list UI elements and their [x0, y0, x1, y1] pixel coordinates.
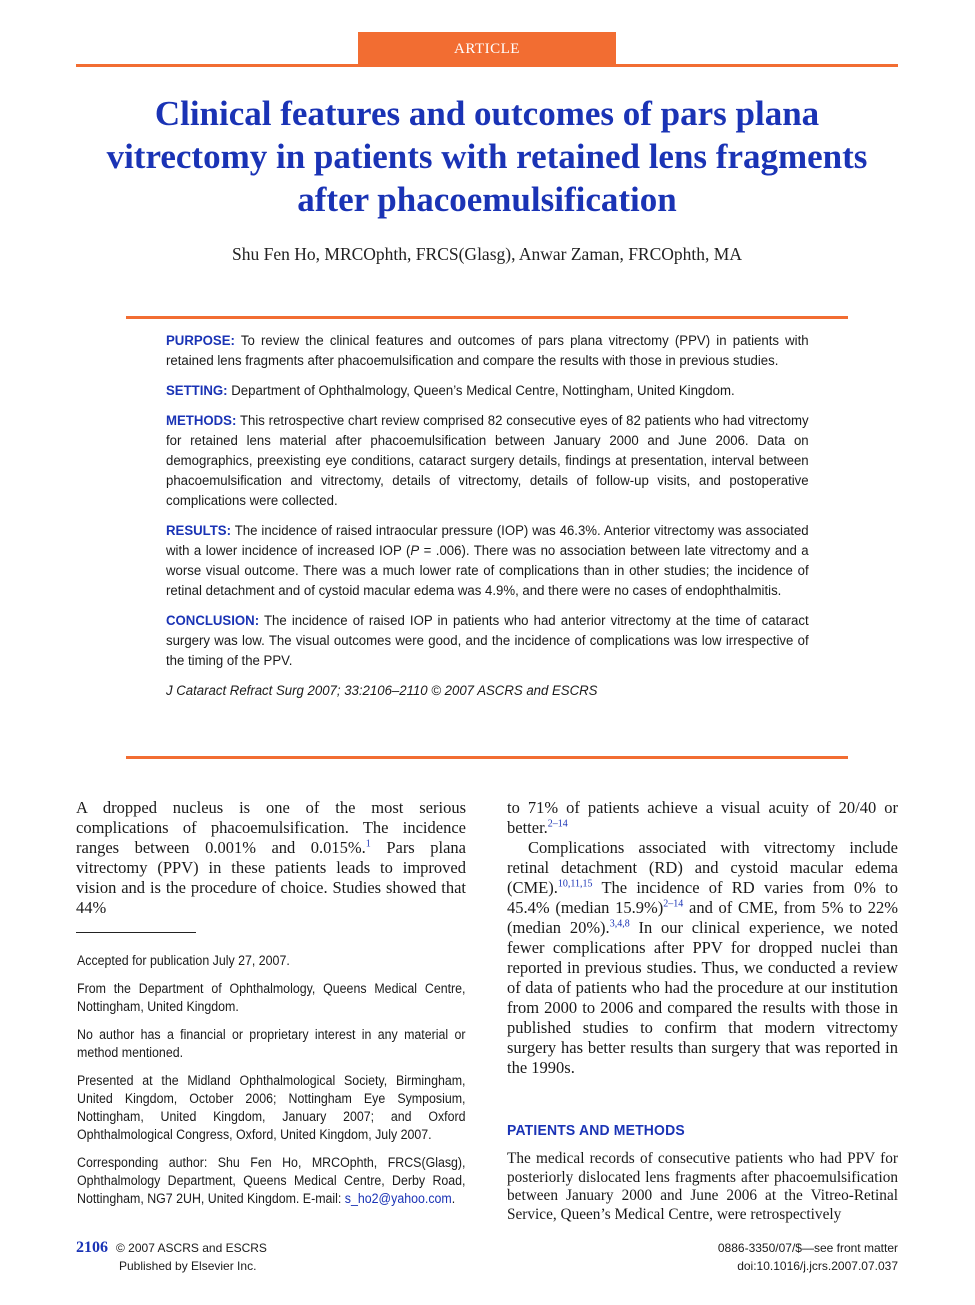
journal-citation: J Cataract Refract Surg 2007; 33:2106–2110 © 2007 ASCRS and ESCRS: [166, 683, 598, 699]
abstract-bottom-rule: [126, 756, 848, 759]
body-column-right: [507, 798, 898, 1078]
reference-link[interactable]: 10,11,15: [557, 878, 593, 890]
intro-text-3: to 71% of patients achieve a visual acuity of 20/40 or better.: [507, 798, 898, 837]
abstract: [166, 331, 809, 711]
footer-publisher: Published by Elsevier Inc.: [119, 1259, 257, 1273]
page-number: 2106: [76, 1239, 108, 1256]
conclusion-text: The incidence of raised IOP in patients who had anterior vitrectomy at the time of cataract surgery was low. The visual outcomes were good, and the incidence of complications was low irrespective of the timing of the PPV.: [166, 613, 809, 669]
footnote-accepted: Accepted for publication July 27, 2007.: [77, 953, 290, 968]
results-label: RESULTS:: [166, 523, 231, 539]
setting-label: SETTING:: [166, 383, 228, 399]
email-link[interactable]: s_ho2@yahoo.com: [344, 1191, 452, 1206]
footnote-rule: [76, 932, 196, 933]
reference-link[interactable]: 3,4,8: [609, 918, 630, 930]
footnote-interest: No author has a financial or proprietary interest in any material or method mentioned.: [77, 1027, 466, 1060]
results-p-symbol: P: [410, 543, 420, 559]
footnote-corresponding: [77, 1154, 466, 1208]
footer-copyright: © 2007 ASCRS and ESCRS: [116, 1241, 267, 1255]
abstract-conclusion: [166, 611, 809, 671]
footnote-affiliation: From the Department of Ophthalmology, Queens Medical Centre, Nottingham, United Kingdom.: [77, 981, 466, 1014]
methods-paragraph: The medical records of consecutive patients who had PPV for posteriorly dislocated lens fragments after phacoemulsification between January 2000 and June 2006 at the Vitreo-Retinal Service, Queen’s Medical Centre, were retrospectively: [507, 1150, 898, 1223]
abstract-top-rule: [126, 316, 848, 319]
abstract-methods: [166, 411, 809, 511]
comp-text-1: Complications associated with vitrectomy include retinal detachment (RD) and cystoid macular edema (CME).: [507, 838, 898, 897]
comp-text-4: In our clinical experience, we noted fewer complications after PPV for dropped nuclei than reported in previous studies. Thus, we conducted a review of data of patients who had the procedure at our institution from 2000 to 2006 and compared the results with those in published studies to confirm that modern vitrectomy surgery has better results than surgery that was reported in the 1990s.: [507, 918, 898, 1077]
abstract-results: [166, 521, 809, 601]
reference-link[interactable]: 2–14: [547, 818, 568, 830]
footnote-presented: Presented at the Midland Ophthalmological Society, Birmingham, United Kingdom, October 2006; Nottingham Eye Symposium, Nottingham, United Kingdom, January 2007; and Oxford Ophthalmological Congress, Oxford, United Kingdom, July 2007.: [77, 1073, 466, 1142]
article-section-tab: ARTICLE: [358, 32, 616, 65]
footer-issn: 0886-3350/07/$—see front matter: [717, 1241, 898, 1255]
abstract-purpose: [166, 331, 809, 371]
results-text-2: = .006). There was no association between late vitrectomy and a worse visual outcome. There was a much lower rate of complications than in other studies; the incidence of retinal detachment and of cystoid macular edema was 4.9%, and there were no cases of endophthalmitis.: [166, 543, 809, 599]
section-heading: PATIENTS AND METHODS: [507, 1122, 685, 1139]
article-title: Clinical features and outcomes of pars plana vitrectomy in patients with retained lens fragments after phacoemulsification: [106, 94, 868, 219]
intro-text-2: Pars plana vitrectomy (PPV) in these patients leads to improved vision and is the procedure of choice. Studies showed that 44%: [76, 838, 466, 917]
setting-text: Department of Ophthalmology, Queen’s Medical Centre, Nottingham, United Kingdom.: [227, 383, 735, 399]
methods-text: This retrospective chart review comprised 82 consecutive eyes of 82 patients who had vitrectomy for retained lens material after phacoemulsification between January 2000 and June 2006. Data on demographics, preexisting eye conditions, cataract surgery details, findings at presentation, interval between phacoemulsification and vitrectomy, details of vitrectomy, details of follow-up visits, and postoperative complications were collected.: [166, 413, 809, 509]
reference-link[interactable]: 1: [365, 838, 371, 850]
footer-doi[interactable]: doi:10.1016/j.jcrs.2007.07.037: [737, 1259, 898, 1273]
conclusion-label: CONCLUSION:: [166, 613, 260, 629]
methods-paragraph-container: [507, 1150, 898, 1224]
intro-paragraph: [76, 798, 466, 918]
methods-label: METHODS:: [166, 413, 237, 429]
purpose-text: To review the clinical features and outcomes of pars plana vitrectomy (PPV) in patients with retained lens fragments after phacoemulsification and compare the results with those in previous studies.: [166, 333, 809, 369]
results-text-1: The incidence of raised intraocular pressure (IOP) was 46.3%. Anterior vitrectomy was associated with a lower incidence of increased IOP (: [166, 523, 809, 559]
corresponding-text: Corresponding author: Shu Fen Ho, MRCOphth, FRCS(Glasg), Ophthalmology Department, Queens Medical Centre, Derby Road, Nottingham, NG7 2UH, United Kingdom. E-mail:: [77, 1155, 466, 1206]
complications-paragraph: [507, 838, 898, 1078]
intro-continued: [507, 798, 898, 838]
corresponding-end: .: [451, 1191, 456, 1206]
intro-text-1: A dropped nucleus is one of the most serious complications of phacoemulsification. The incidence ranges between 0.001% and 0.015%.: [76, 798, 466, 857]
footer-left: [76, 1239, 267, 1257]
author-line: Shu Fen Ho, MRCOphth, FRCS(Glasg), Anwar Zaman, FRCOphth, MA: [232, 244, 742, 264]
abstract-setting: [166, 381, 809, 401]
footnotes: [77, 952, 466, 1218]
reference-link[interactable]: 2–14: [663, 898, 684, 910]
comp-text-2: The incidence of RD varies from 0% to 45.4% (median 15.9%): [507, 878, 898, 917]
header-rule: [76, 64, 898, 67]
comp-text-3: and of CME, from 5% to 22% (median 20%).: [507, 898, 898, 937]
body-column-left: [76, 798, 466, 918]
purpose-label: PURPOSE:: [166, 333, 235, 349]
